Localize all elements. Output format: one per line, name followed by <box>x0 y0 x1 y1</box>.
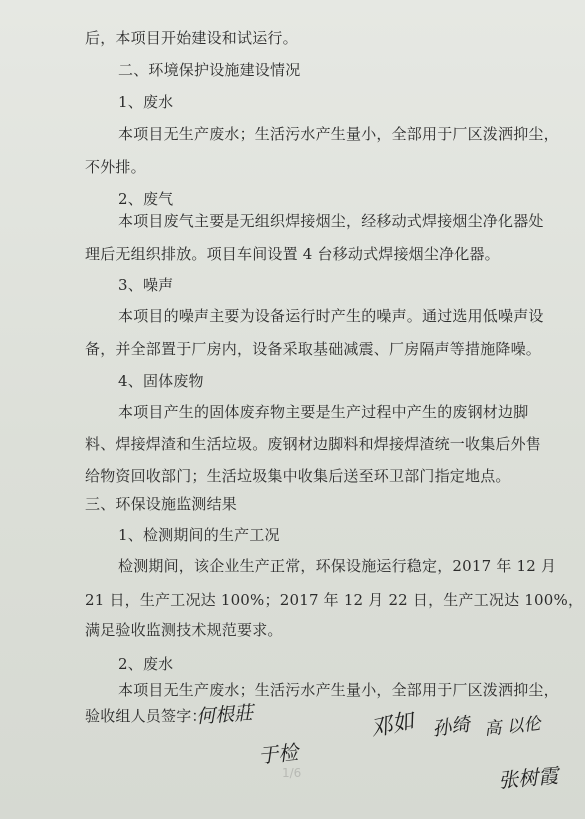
text-line: 检测期间，该企业生产正常，环保设施运行稳定，2017 年 12 月 <box>118 557 557 575</box>
text-line: 满足验收监测技术规范要求。 <box>85 621 283 639</box>
text-line: 本项目废气主要是无组织焊接烟尘，经移动式焊接烟尘净化器处 <box>118 212 544 230</box>
handwritten-signature: 张树霞 <box>497 763 560 793</box>
text-line: 本项目产生的固体废弃物主要是生产过程中产生的废钢材边脚 <box>118 403 529 421</box>
handwritten-signature: 于检 <box>257 739 300 769</box>
handwritten-signature: 何根莊 <box>195 702 254 728</box>
text-line: 理后无组织排放。项目车间设置 4 台移动式焊接烟尘净化器。 <box>85 245 500 263</box>
handwritten-signature: 孙绮 <box>430 713 472 741</box>
text-line: 21 日，生产工况达 100%；2017 年 12 月 22 日，生产工况达 100%， <box>85 591 584 609</box>
handwritten-signature: 邓如 <box>368 708 417 743</box>
text-line: 料、焊接焊渣和生活垃圾。废钢材边脚料和焊接焊渣统一收集后外售 <box>85 435 542 453</box>
text-line: 本项目无生产废水；生活污水产生量小，全部用于厂区泼洒抑尘， <box>118 125 559 143</box>
subsection-heading: 2、废水 <box>118 655 174 673</box>
signature-label: 验收组人员签字： <box>85 707 207 725</box>
text-line: 本项目的噪声主要为设备运行时产生的噪声。通过选用低噪声设 <box>118 307 544 325</box>
section-heading: 三、环保设施监测结果 <box>85 495 238 513</box>
subsection-heading: 4、固体废物 <box>118 372 204 390</box>
subsection-heading: 1、检测期间的生产工况 <box>118 526 280 544</box>
handwritten-signature: 高 以伦 <box>483 714 542 740</box>
text-line: 给物资回收部门；生活垃圾集中收集后送至环卫部门指定地点。 <box>85 467 511 485</box>
page-number: 1/6 <box>282 766 302 780</box>
text-line: 备，并全部置于厂房内，设备采取基础减震、厂房隔声等措施降噪。 <box>85 340 542 358</box>
subsection-heading: 3、噪声 <box>118 276 174 294</box>
subsection-heading: 2、废气 <box>118 190 174 208</box>
text-line: 后，本项目开始建设和试运行。 <box>85 29 298 47</box>
text-line: 不外排。 <box>85 158 146 176</box>
section-heading: 二、环境保护设施建设情况 <box>118 61 301 79</box>
subsection-heading: 1、废水 <box>118 93 174 111</box>
text-line: 本项目无生产废水；生活污水产生量小，全部用于厂区泼洒抑尘， <box>118 681 559 699</box>
